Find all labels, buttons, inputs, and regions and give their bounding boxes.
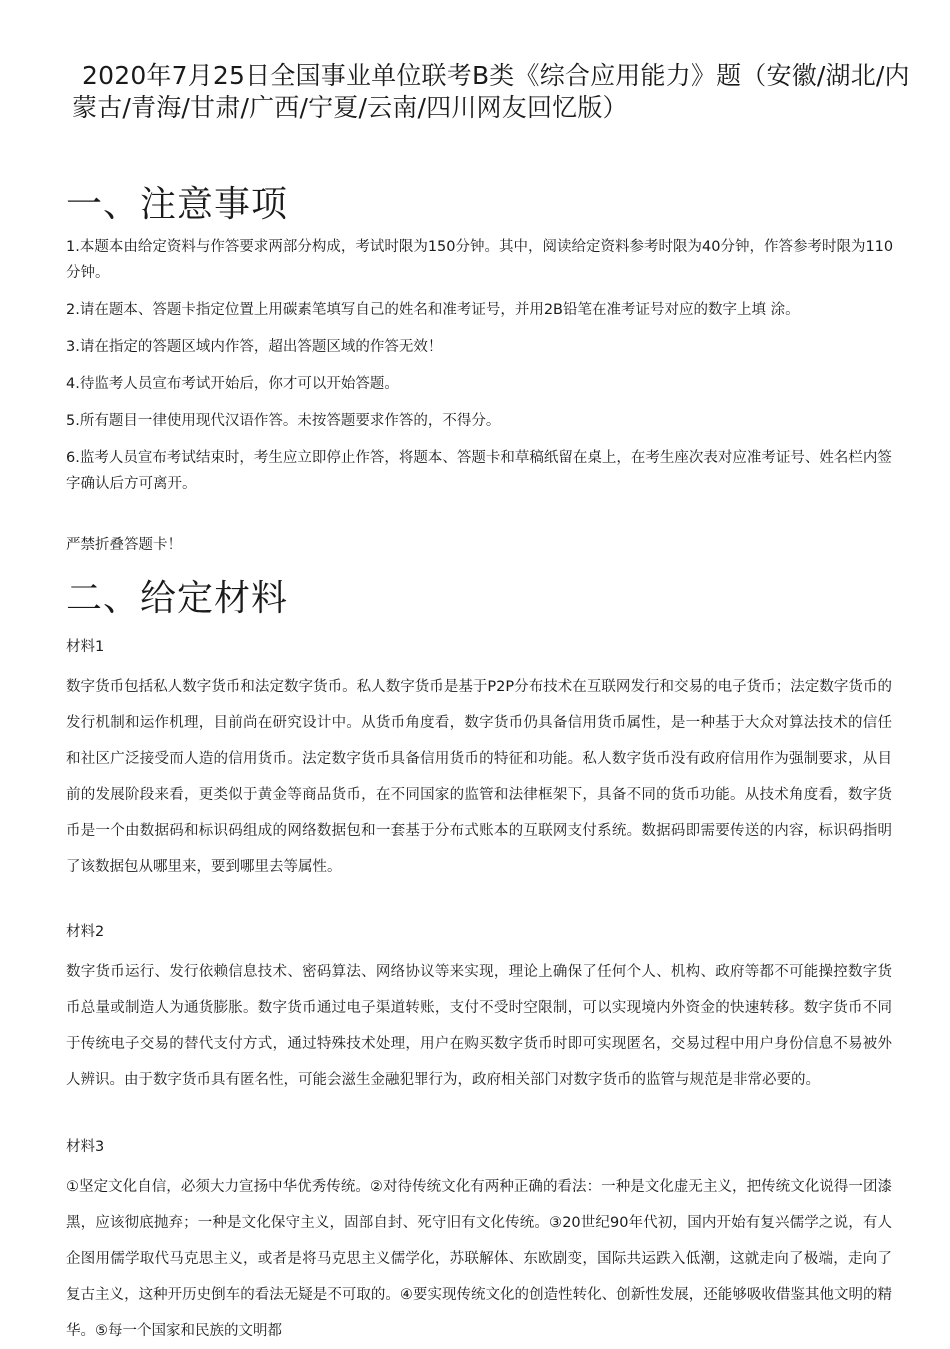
section-heading-materials: 二、给定材料 [66,578,289,619]
material-text: ①坚定文化自信，必须大力宣扬中华优秀传统。②对待传统文化有两种正确的看法：一种是文化虚无主义，把传统文化说得一团漆黑，应该彻底抛弃；一种是文化保守主义，固部自封、死守旧有文化传统。③20世纪90年代初，国内开始有复兴儒学之说，有人企图用儒学取代马克思主义，或者是将马克思主义儒学化，苏联解体、东欧剧变，国际共运跌入低潮，这就走向了极端，走向了复古主义，这种开历史倒车的看法无疑是不可取的。④要实现传统文化的创造性转化、创新性发展，还能够吸收借鉴其他文明的精华。⑤每一个国家和民族的文明都 [66,1179,892,1339]
note-item: 1.本题本由给定资料与作答要求两部分构成，考试时限为150分钟。其中，阅读给定资料参考时限为40分钟，作答参考时限为110分钟。 [66,239,894,281]
note-item: 6.监考人员宣布考试结束时，考生应立即停止作答，将题本、答题卡和草稿纸留在桌上，在考生座次表对应准考证号、姓名栏内签字确认后方可离开。 [66,450,892,492]
material-label: 材料1 [66,639,105,655]
material-text: 数字货币运行、发行依赖信息技术、密码算法、网络协议等来实现，理论上确保了任何个人、机构、政府等都不可能操控数字货币总量或制造人为通货膨胀。数字货币通过电子渠道转账，支付不受时空限制，可以实现境内外资金的快速转移。数字货币不同于传统电子交易的替代支付方式，通过特殊技术处理，用户在购买数字货币时即可实现匿名，交易过程中用户身份信息不易被外人辨识。由于数字货币具有匿名性，可能会滋生金融犯罪行为，政府相关部门对数字货币的监管与规范是非常必要的。 [66,964,892,1088]
section-heading-notes: 一、注意事项 [66,184,289,225]
note-item: 5.所有题目一律使用现代汉语作答。未按答题要求作答的，不得分。 [66,413,501,429]
material-block [66,1135,892,1349]
material-label: 材料3 [66,1139,105,1155]
note-item: 3.请在指定的答题区域内作答，超出答题区域的作答无效！ [66,339,443,355]
note-item: 4.待监考人员宣布考试开始后，你才可以开始答题。 [66,376,399,392]
note-item: 2.请在题本、答题卡指定位置上用碳素笔填写自己的姓名和准考证号，并用2B铅笔在准考证号对应的数字上填 涂。 [66,302,800,318]
material-label: 材料2 [66,924,105,940]
document-title: 2020年7月25日全国事业单位联考B类《综合应用能力》题（安徽/湖北/内蒙古/青海/甘肃/广西/宁夏/云南/四川网友回忆版） [72,61,910,122]
material-block [66,920,892,1098]
note-warning: 严禁折叠答题卡！ [66,537,182,553]
notes-list [66,234,896,508]
material-text: 数字货币包括私人数字货币和法定数字货币。私人数字货币是基于P2P分布技术在互联网发行和交易的电子货币；法定数字货币的发行机制和运作机理，目前尚在研究设计中。从货币角度看，数字货币仍具备信用货币属性，是一种基于大众对算法技术的信任和社区广泛接受而人造的信用货币。法定数字货币具备信用货币的特征和功能。私人数字货币没有政府信用作为强制要求，从目前的发展阶段来看，更类似于黄金等商品货币，在不同国家的监管和法律框架下，具备不同的货币功能。从技术角度看，数字货币是一个由数据码和标识码组成的网络数据包和一套基于分布式账本的互联网支付系统。数据码即需要传送的内容，标识码指明了该数据包从哪里来，要到哪里去等属性。 [66,679,892,875]
material-block [66,635,892,885]
